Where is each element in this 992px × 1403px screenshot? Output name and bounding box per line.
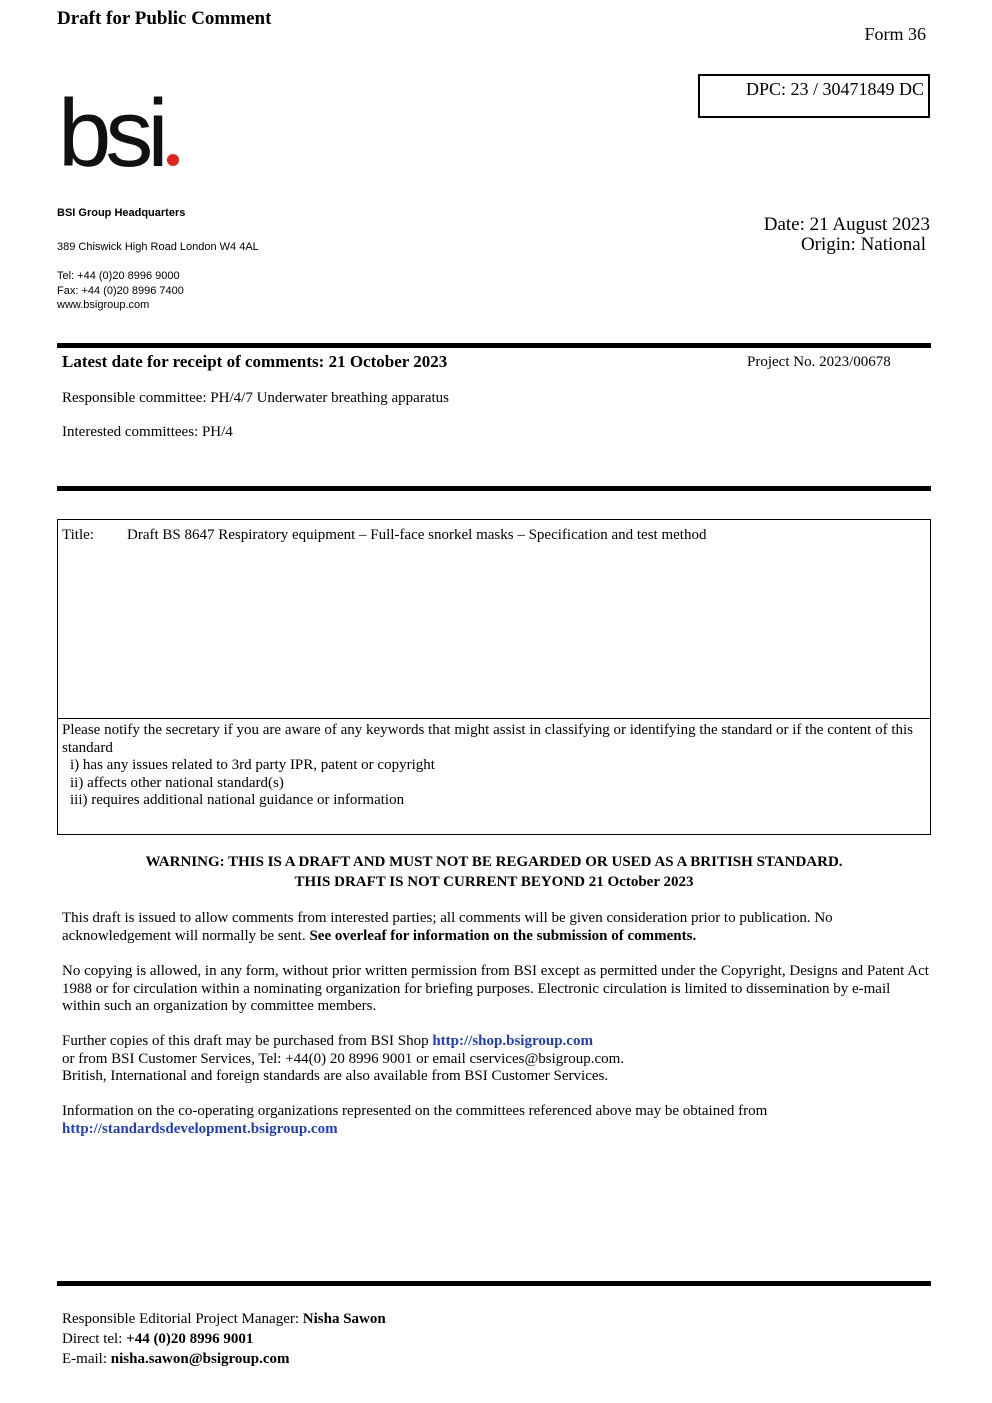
hq-tel: Tel: +44 (0)20 8996 9000 bbox=[57, 270, 180, 282]
divider-middle bbox=[57, 486, 931, 491]
interested-committees: Interested committees: PH/4 bbox=[62, 424, 233, 440]
title-text: Draft BS 8647 Respiratory equipment – Full-face snorkel masks – Specification and test method bbox=[127, 527, 707, 543]
notify-item: i) has any issues related to 3rd party IPR, patent or copyright bbox=[70, 757, 435, 773]
bsi-logo bbox=[58, 86, 198, 176]
responsible-committee: Responsible committee: PH/4/7 Underwater breathing apparatus bbox=[62, 390, 449, 406]
direct-tel-value: +44 (0)20 8996 9001 bbox=[126, 1331, 254, 1347]
purchase-text: Further copies of this draft may be purchased from BSI Shop bbox=[62, 1033, 429, 1049]
email-label: E-mail: bbox=[62, 1351, 107, 1367]
hq-name: BSI Group Headquarters bbox=[57, 207, 186, 219]
latest-comment-date: Latest date for receipt of comments: 21 October 2023 bbox=[62, 352, 448, 371]
manager-name: Nisha Sawon bbox=[302, 1311, 386, 1327]
bsi-logo-text: bsi bbox=[58, 86, 163, 176]
warning-line-2: THIS DRAFT IS NOT CURRENT BEYOND 21 October 2023 bbox=[294, 874, 694, 890]
notify-intro: Please notify the secretary if you are aware of any keywords that might assist in classifying or identifying the standard or if the content of this standard bbox=[62, 722, 914, 756]
copyright-paragraph: No copying is allowed, in any form, without prior written permission from BSI except as permitted under the Copyright, Designs and Patent Act 1988 or for circulation within a nominating organization for briefing purposes. Electronic circulation is limited to dissemination by e-mail within such an organization by committee members. bbox=[62, 963, 929, 1014]
customer-services-text: or from BSI Customer Services, Tel: +44(0) 20 8996 9001 or email cservices@bsigroup.com. bbox=[62, 1050, 625, 1067]
bsi-shop-link[interactable]: http://shop.bsigroup.com bbox=[432, 1033, 593, 1049]
standards-availability-text: British, International and foreign standards are also available from BSI Customer Services. bbox=[62, 1068, 609, 1084]
see-overleaf-text: See overleaf for information on the submission of comments. bbox=[309, 927, 697, 944]
hq-fax: Fax: +44 (0)20 8996 7400 bbox=[57, 285, 184, 297]
dpc-number-box: DPC: 23 / 30471849 DC bbox=[698, 74, 930, 118]
divider-top bbox=[57, 343, 931, 348]
form-number: Form 36 bbox=[864, 24, 926, 44]
origin: Origin: National bbox=[800, 234, 926, 255]
draft-warning bbox=[57, 852, 931, 892]
bsi-logo-dot bbox=[167, 154, 179, 166]
comments-paragraph-text: This draft is issued to allow comments from interested parties; all comments will be given consideration prior to publication. No acknowledgement will normally be sent. bbox=[62, 910, 833, 944]
organizations-paragraph bbox=[62, 1103, 932, 1138]
direct-tel-label: Direct tel: bbox=[62, 1331, 123, 1347]
draft-heading: Draft for Public Comment bbox=[57, 8, 272, 29]
standards-development-link[interactable]: http://standardsdevelopment.bsigroup.com bbox=[62, 1120, 338, 1137]
divider-bottom bbox=[57, 1281, 931, 1286]
notify-item: iii) requires additional national guidance or information bbox=[70, 792, 405, 808]
title-label: Title: bbox=[62, 527, 94, 543]
editor-contact bbox=[62, 1309, 386, 1369]
comments-paragraph bbox=[62, 910, 932, 945]
purchase-paragraph bbox=[62, 1033, 932, 1086]
issue-date: Date: 21 August 2023 bbox=[763, 214, 930, 235]
hq-address: 389 Chiswick High Road London W4 4AL bbox=[57, 241, 259, 253]
project-number: Project No. 2023/00678 bbox=[747, 354, 891, 370]
manager-label: Responsible Editorial Project Manager: bbox=[62, 1311, 300, 1327]
title-box bbox=[57, 519, 931, 718]
hq-website: www.bsigroup.com bbox=[57, 299, 150, 311]
organizations-text: Information on the co-operating organizations represented on the committees referenced above may be obtained from bbox=[62, 1103, 768, 1119]
email-value[interactable]: nisha.sawon@bsigroup.com bbox=[110, 1351, 290, 1367]
notify-box bbox=[57, 718, 931, 835]
notify-item: ii) affects other national standard(s) bbox=[70, 774, 284, 791]
warning-line-1: WARNING: THIS IS A DRAFT AND MUST NOT BE REGARDED OR USED AS A BRITISH STANDARD. bbox=[145, 854, 843, 870]
